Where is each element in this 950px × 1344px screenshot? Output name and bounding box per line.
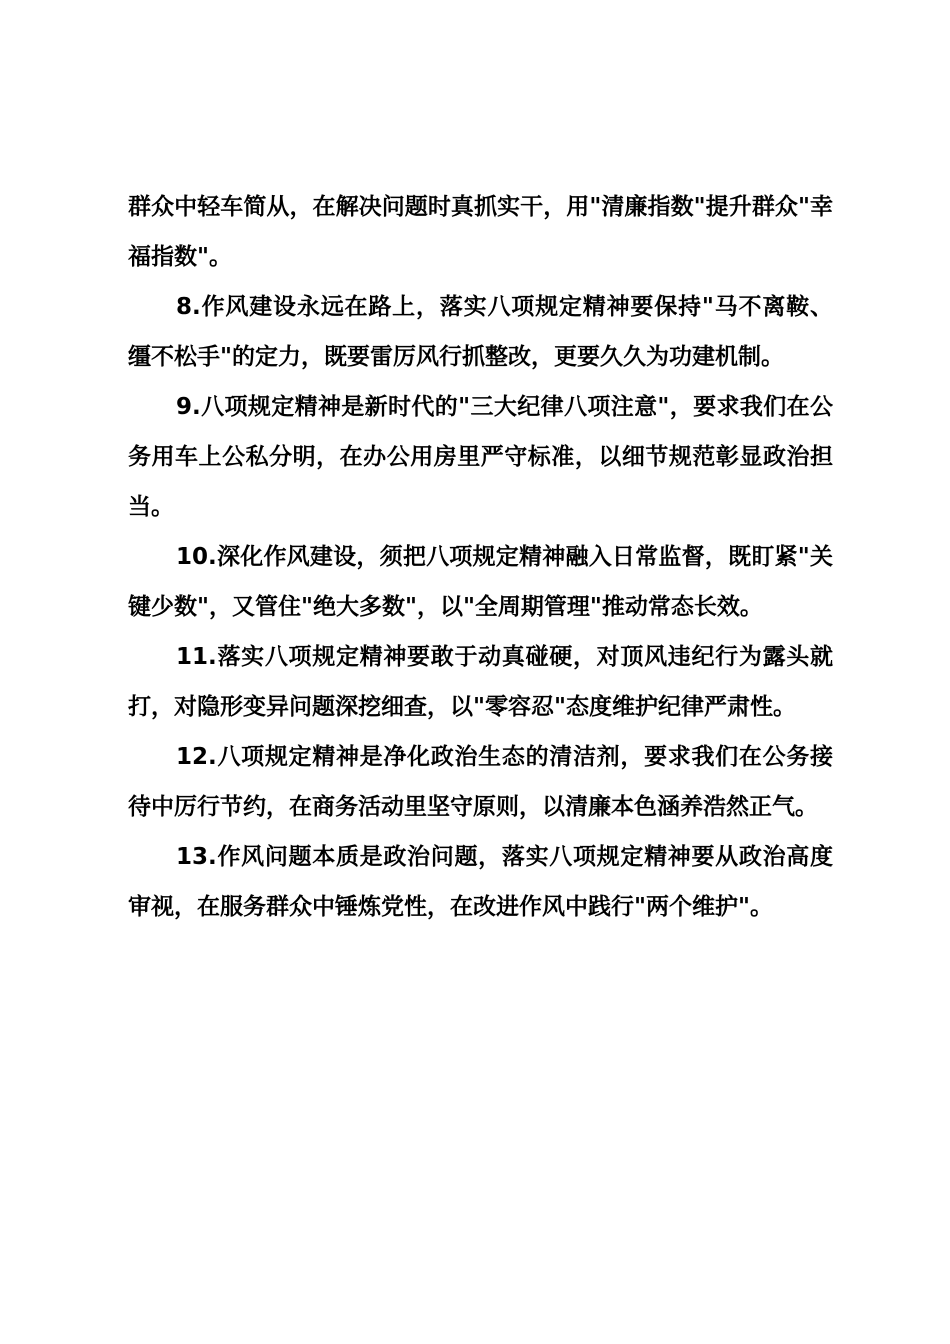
- paragraph-item-13: 13.作风问题本质是政治问题，落实八项规定精神要从政治高度审视，在服务群众中锤炼党性，在改进作风中践行"两个维护"。: [128, 844, 833, 920]
- paragraph-item-10: 10.深化作风建设，须把八项规定精神融入日常监督，既盯紧"关键少数"，又管住"绝大多数"，以"全周期管理"推动常态长效。: [128, 544, 833, 620]
- paragraph-item-8: 8.作风建设永远在路上，落实八项规定精神要保持"马不离鞍、缰不松手"的定力，既要雷厉风行抓整改，更要久久为功建机制。: [128, 294, 833, 370]
- paragraph-item-12: 12.八项规定精神是净化政治生态的清洁剂，要求我们在公务接待中厉行节约，在商务活动里坚守原则，以清廉本色涵养浩然正气。: [128, 744, 833, 820]
- paragraph-item-9: 9.八项规定精神是新时代的"三大纪律八项注意"，要求我们在公务用车上公私分明，在办公用房里严守标准，以细节规范彰显政治担当。: [128, 394, 833, 520]
- paragraph-item-11: 11.落实八项规定精神要敢于动真碰硬，对顶风违纪行为露头就打，对隐形变异问题深挖细查，以"零容忍"态度维护纪律严肃性。: [128, 644, 833, 720]
- document-body: [128, 182, 833, 932]
- paragraph-continuation: 群众中轻车简从，在解决问题时真抓实干，用"清廉指数"提升群众"幸福指数"。: [128, 194, 833, 270]
